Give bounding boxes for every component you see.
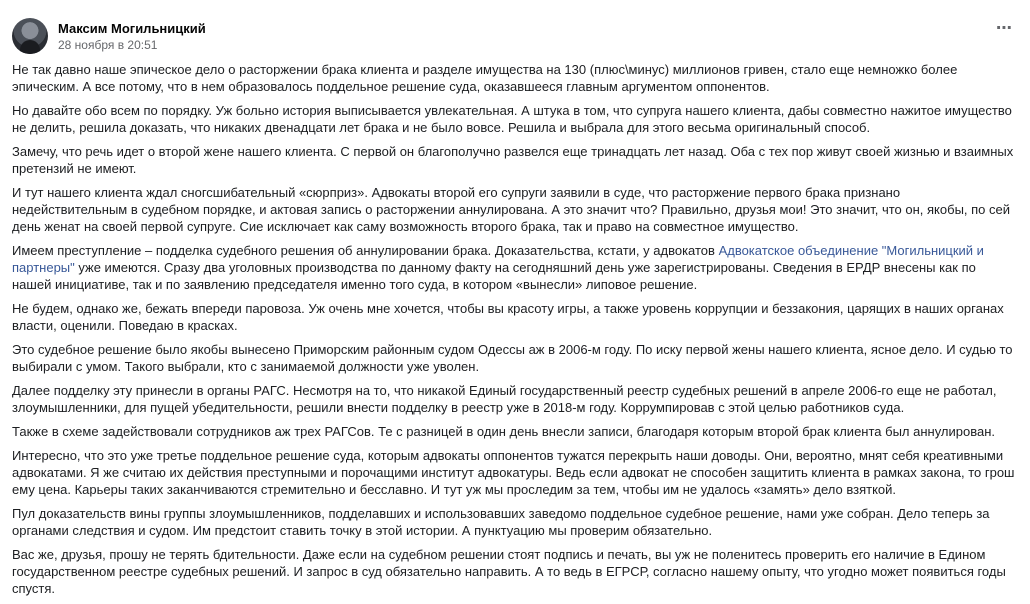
post-header xyxy=(12,16,206,56)
paragraph-5-end: уже имеются. Сразу два уголовных производства по данному факту на сегодняшний день уже зарегистрированы. Сведения в ЕРДР внесены как по нашей инициативе, так и по заявлению председателя именно того суда, в котором «вынесли» липовое решение. xyxy=(12,260,976,292)
law-firm-link[interactable]: Адвокатское объединение "Могильницкий и партнеры" xyxy=(12,243,984,275)
author-name[interactable]: Максим Могильницкий xyxy=(58,20,206,36)
more-options-icon[interactable]: ⋯ xyxy=(996,20,1012,37)
paragraph-6: Не будем, однако же, бежать впереди паровоза. Уж очень мне хочется, чтобы вы красоту игры, а также уровень коррупции и беззакония, царящих в наших органах власти, оценили. Поведаю в красках. xyxy=(12,301,1004,333)
paragraph-8: Далее подделку эту принесли в органы РАГС. Несмотря на то, что никакой Единый государственный реестр судебных решений в апреле 2006-го еще не работал, злоумышленники, для пущей убедительности, решили внести подделку в реестр уже в 2018-м году. Коррумпировав с этой целью работников суда. xyxy=(12,383,997,415)
paragraph-5 xyxy=(12,242,1018,293)
paragraph-9: Также в схеме задействовали сотрудников аж трех РАГСов. Те с разницей в один день внесли записи, благодаря которым второй брак клиента был аннулирован. xyxy=(12,424,996,439)
paragraph-1: Не так давно наше эпическое дело о расторжении брака клиента и разделе имущества на 130 (плюс\минус) миллионов гривен, стало еще немножко более эпическим. А все потому, что в нем образовалось поддельное решение суда, оказавшееся главным аргументом оппонентов. xyxy=(12,62,958,94)
paragraph-3: Замечу, что речь идет о второй жене нашего клиента. С первой он благополучно развелся еще тринадцать лет назад. Оба с тех пор живут своей жизнью и взаимных претензий не имеют. xyxy=(12,144,1014,176)
paragraph-5-start: Имеем преступление – подделка судебного решения об аннулировании брака. Доказательства, кстати, у адвокатов xyxy=(12,243,719,258)
paragraph-7: Это судебное решение было якобы вынесено Приморским районным судом Одессы аж в 2006-м году. По иску первой жены нашего клиента, ясное дело. И судью то выбирали с умом. Такого выбрали, кто с занимаемой должности уже уволен. xyxy=(12,342,1013,374)
paragraph-10: Интересно, что это уже третье поддельное решение суда, которым адвокаты оппонентов тужатся перекрыть наши доводы. Они, вероятно, мнят себя креативными адвокатами. Я же считаю их действия преступными и порочащими институт адвокатуры. Ведь если адвокат не способен защитить клиента в рамках закона, то грош ему цена. Карьеры таких заканчиваются стремительно и бесславно. И тут уж мы проследим за тем, чтобы им не удалось «замять» дело взяткой. xyxy=(12,448,1015,497)
post-timestamp[interactable]: 28 ноября в 20:51 xyxy=(58,37,158,52)
author-avatar[interactable] xyxy=(12,18,48,54)
paragraph-12: Вас же, друзья, прошу не терять бдительности. Даже если на судебном решении стоят подпись и печать, вы уж не поленитесь проверить его наличие в Едином государственном реестре судебных решений. И запрос в суд обязательно направить. А то ведь в ЕГРСР, согласно нашему опыту, что угодно может появиться годы спустя. xyxy=(12,547,1006,596)
paragraph-4: И тут нашего клиента ждал сногсшибательный «сюрприз». Адвокаты второй его супруги заявили в суде, что расторжение первого брака признано недействительным в судебном порядке, и актовая запись о расторжении аннулирована. А это значит что? Правильно, друзья мои! Это значит, что он, якобы, по сей день женат на своей первой супруге. Сие исключает как саму возможность второго брака, так и право на совместное имущество. xyxy=(12,185,1011,234)
post-meta xyxy=(58,20,206,53)
post-text xyxy=(12,61,1018,604)
paragraph-11: Пул доказательств вины группы злоумышленников, подделавших и использовавших заведомо поддельное судебное решение, нами уже собран. Дело теперь за органами следствия и судом. Им предстоит ставить точку в этой истории. А пунктуацию мы проверим обязательно. xyxy=(12,506,990,538)
paragraph-2: Но давайте обо всем по порядку. Уж больно история выписывается увлекательная. А штука в том, что супруга нашего клиента, дабы совместно нажитое имущество не делить, решила доказать, что никаких двенадцати лет брака и не было вовсе. Решила и выбрала для этого весьма оригинальный способ. xyxy=(12,103,1012,135)
